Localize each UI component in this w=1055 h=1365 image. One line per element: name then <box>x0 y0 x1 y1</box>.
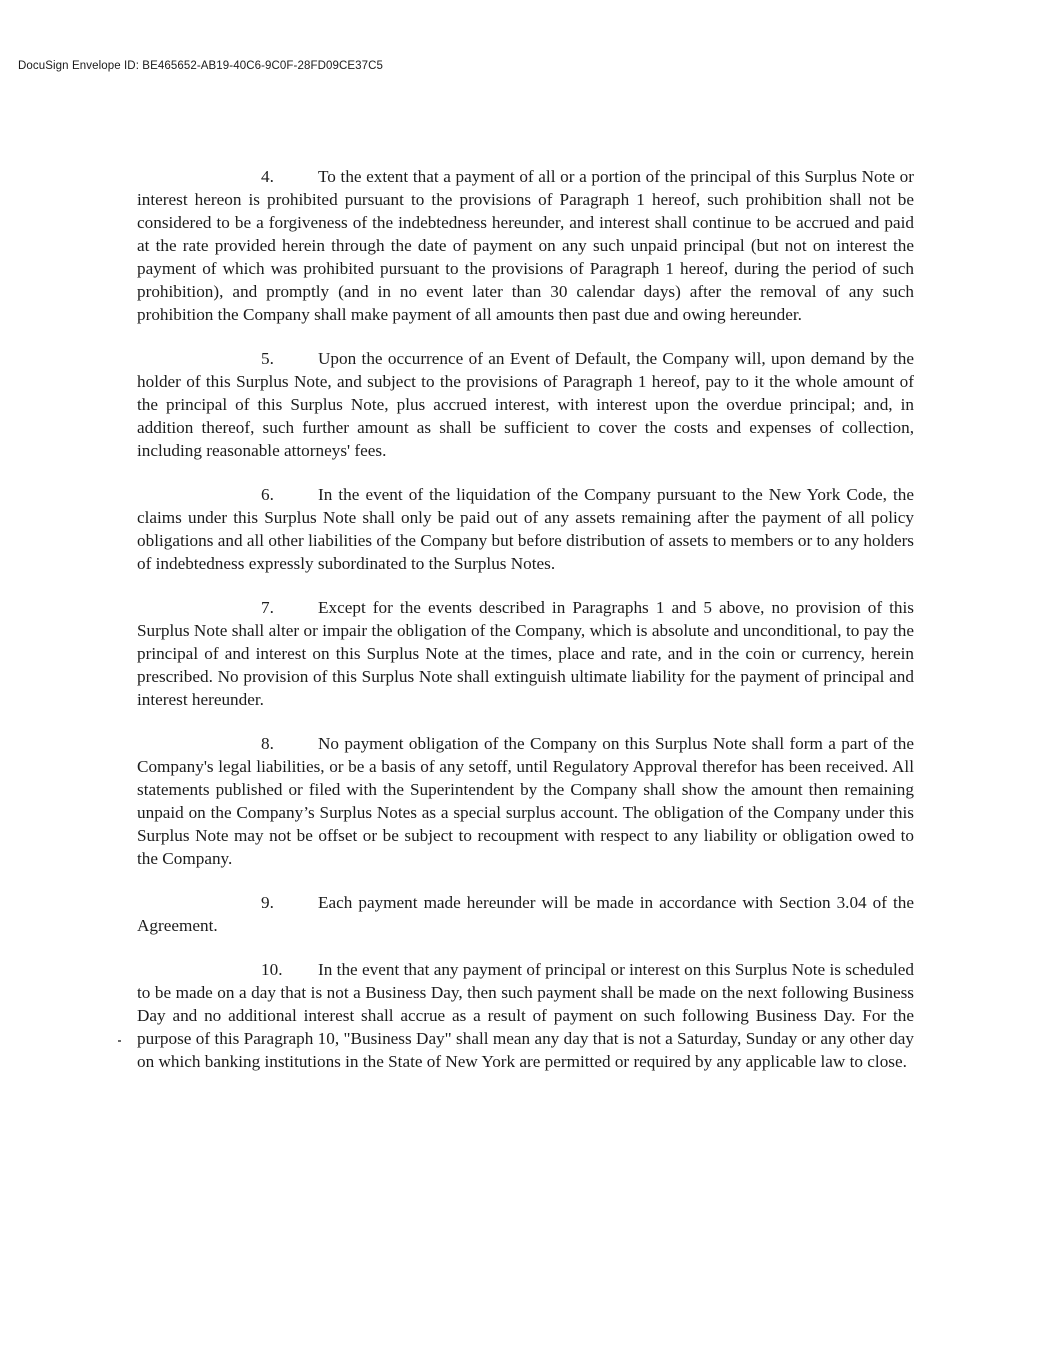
paragraph-10 <box>137 958 914 1073</box>
paragraph-number: 7. <box>261 598 274 617</box>
paragraph-text: Except for the events described in Paragraphs 1 and 5 above, no provision of this Surplus Note shall alter or impair the obligation of the Company, which is absolute and unconditional, to pay the principal of and interest on this Surplus Note at the times, place and rate, and in the coin or currency, herein prescribed. No provision of this Surplus Note shall extinguish ultimate liability for the payment of principal and interest hereunder. <box>137 598 914 709</box>
paragraph-9 <box>137 891 914 937</box>
paragraph-6 <box>137 483 914 575</box>
paragraph-text: Upon the occurrence of an Event of Default, the Company will, upon demand by the holder of this Surplus Note, and subject to the provisions of Paragraph 1 hereof, pay to it the whole amount of the principal of this Surplus Note, plus accrued interest, with interest upon the overdue principal; and, in addition thereof, such further amount as shall be sufficient to cover the costs and expenses of collection, including reasonable attorneys' fees. <box>137 349 914 460</box>
paragraph-text: In the event that any payment of principal or interest on this Surplus Note is scheduled to be made on a day that is not a Business Day, then such payment shall be made on the next following Business Day and no additional interest shall accrue as a result of payment on such following Business Day. For the purpose of this Paragraph 10, "Business Day" shall mean any day that is not a Saturday, Sunday or any other day on which banking institutions in the State of New York are permitted or required by any applicable law to close. <box>137 960 914 1071</box>
paragraph-text: In the event of the liquidation of the Company pursuant to the New York Code, the claims under this Surplus Note shall only be paid out of any assets remaining after the payment of all policy obligations and all other liabilities of the Company but before distribution of assets to members or to any holders of indebtedness expressly subordinated to the Surplus Notes. <box>137 485 914 573</box>
paragraph-text: No payment obligation of the Company on this Surplus Note shall form a part of the Company's legal liabilities, or be a basis of any setoff, until Regulatory Approval therefor has been received. All statements published or filed with the Superintendent by the Company shall show the amount then remaining unpaid on the Company’s Surplus Notes as a special surplus account. The obligation of the Company under this Surplus Note may not be offset or be subject to recoupment with respect to any liability or obligation owed to the Company. <box>137 734 914 868</box>
paragraph-number: 6. <box>261 485 274 504</box>
paragraph-number: 9. <box>261 893 274 912</box>
paragraph-8 <box>137 732 914 870</box>
paragraph-text: To the extent that a payment of all or a portion of the principal of this Surplus Note or interest hereon is prohibited pursuant to the provisions of Paragraph 1 hereof, such prohibition shall not be considered to be a forgiveness of the indebtedness hereunder, and interest shall continue to be accrued and paid at the rate provided herein through the date of payment on any such unpaid principal (but not on interest the payment of which was prohibited pursuant to the provisions of Paragraph 1 hereof, during the period of such prohibition), and promptly (and in no event later than 30 calendar days) after the removal of any such prohibition the Company shall make payment of all amounts then past due and owing hereunder. <box>137 167 914 324</box>
docusign-envelope-id: DocuSign Envelope ID: BE465652-AB19-40C6-9C0F-28FD09CE37C5 <box>18 60 384 72</box>
scan-speck <box>118 1040 121 1042</box>
paragraph-4 <box>137 165 914 326</box>
paragraph-list <box>137 165 914 1094</box>
paragraph-number: 5. <box>261 349 274 368</box>
paragraph-7 <box>137 596 914 711</box>
paragraph-number: 8. <box>261 734 274 753</box>
paragraph-5 <box>137 347 914 462</box>
paragraph-number: 4. <box>261 167 274 186</box>
paragraph-number: 10. <box>261 960 283 979</box>
paragraph-text: Each payment made hereunder will be made in accordance with Section 3.04 of the Agreement. <box>137 893 914 935</box>
